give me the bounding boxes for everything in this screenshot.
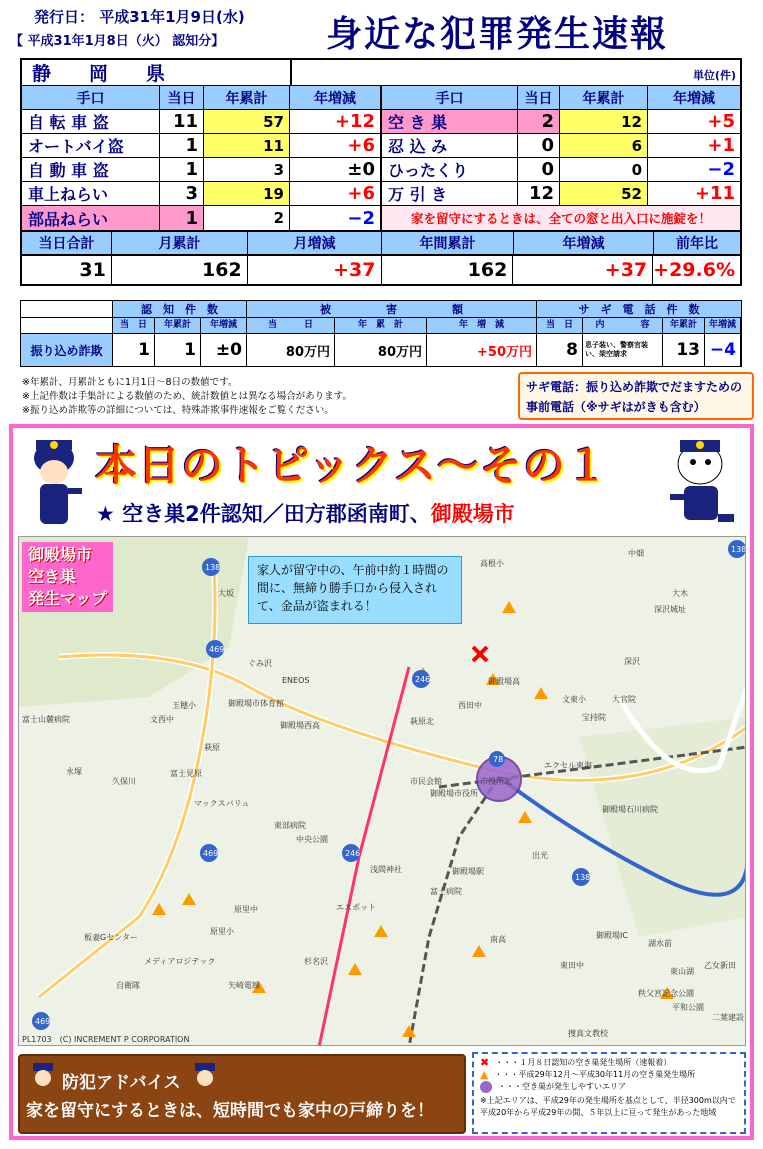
diff-value: +1 <box>707 135 735 156</box>
note-line: ※上記件数は手集計による数値のため、統計数値とは異なる場合があります。 <box>22 391 352 402</box>
stats-row <box>22 110 740 134</box>
sagi-value: −4 <box>705 334 741 366</box>
today-value: 1 <box>160 158 204 181</box>
legend-circle-text: ・・・空き巣が発生しやすいエリア <box>498 1082 626 1091</box>
col-today-right: 当日 <box>518 86 560 109</box>
total-value: 162 <box>382 256 514 284</box>
x-mark-icon: ✖ <box>480 1056 490 1069</box>
map-place-label: 西田中 <box>458 701 482 710</box>
today-value: 12 <box>518 182 560 205</box>
map-place-label: 文西中 <box>150 715 174 724</box>
map-place-label: 乙女新田 <box>704 961 736 970</box>
today-value: 0 <box>518 158 560 181</box>
sagi-h-denwa: サ ギ 電 話 件 数 <box>537 301 741 317</box>
stats-row <box>22 134 740 158</box>
total-header: 年増減 <box>514 232 654 254</box>
subtitle-city: 御殿場市 <box>430 502 515 526</box>
method-label: 自 転 車 盗 <box>22 110 160 133</box>
legend-x-text: ・・・１月８日認知の空き巣発生場所（速報着） <box>495 1058 672 1067</box>
notes <box>22 376 352 418</box>
map-place-label: 御殿場石川病院 <box>602 805 658 814</box>
recognized-date: 【 平成31年1月8日（火） 認知分】 <box>10 34 225 49</box>
method-label: 万 引 き <box>382 182 518 205</box>
sagi-value: 1 <box>155 334 201 366</box>
map-place-label: 湖水前 <box>648 939 672 948</box>
sagi-value: ±0 <box>201 334 247 366</box>
yearly-value: 19 <box>204 182 290 205</box>
yearly-value: 12 <box>560 110 648 133</box>
diff-value: +5 <box>707 111 735 132</box>
map-place-label: 大官院 <box>612 695 636 704</box>
note-line: ※振り込め詐欺等の詳細については、特殊詐欺事件速報をご覧ください。 <box>22 405 334 416</box>
sagi-value: 80万円 <box>247 334 335 366</box>
map-place-label: 二葉建設 <box>712 1013 744 1022</box>
method-label: オートバイ盗 <box>22 134 160 157</box>
sagi-call-note: サギ電話：振り込め詐欺でだますための事前電話（※サギはがきも含む） <box>518 372 754 420</box>
map-label-line: 空き巣 <box>28 567 77 586</box>
method-label: 忍 込 み <box>382 134 518 157</box>
sagi-value: 80万円 <box>335 334 427 366</box>
total-value: 162 <box>112 256 248 284</box>
police-mascot-small-icon <box>190 1060 220 1090</box>
svg-text:138: 138 <box>731 545 747 554</box>
total-header: 月増減 <box>248 232 382 254</box>
map-place-label: 御殿場市役所 <box>430 789 478 798</box>
diff-value: +6 <box>290 182 382 205</box>
map-place-label: 宝持院 <box>582 713 606 722</box>
yearly-value: 2 <box>204 206 290 230</box>
advice-box <box>18 1054 466 1134</box>
map-legend <box>472 1052 746 1134</box>
sagi-subheader: 年増減 <box>705 318 741 333</box>
map-label <box>22 542 113 612</box>
police-dog-mascot-icon <box>660 430 740 534</box>
map-place-label: 御殿場西高 <box>280 721 320 730</box>
sagi-h-ninchi: 認 知 件 数 <box>113 301 247 317</box>
sagi-subheader: 年増減 <box>201 318 247 333</box>
sagi-value: +50万円 <box>427 334 537 366</box>
method-label: 空 き 巣 <box>382 110 518 133</box>
svg-text:469: 469 <box>35 1017 51 1026</box>
sagi-subheader: 当 日 <box>113 318 155 333</box>
legend-triangle <box>480 1069 738 1081</box>
sagi-subheader: 年 増 減 <box>427 318 537 333</box>
map-place-label: 御殿場市体育館 <box>228 699 284 708</box>
total-header: 月累計 <box>112 232 248 254</box>
col-diff-right: 年増減 <box>648 86 740 109</box>
svg-text:469: 469 <box>203 849 219 858</box>
prefecture-label: 静 岡 県 <box>22 60 292 85</box>
map-place-label: 矢崎電線 <box>228 981 260 990</box>
map-place-label: 東田中 <box>560 961 584 970</box>
sagi-subheader: 当 日 <box>537 318 583 333</box>
map-place-label: 萩原北 <box>410 717 434 726</box>
subtitle-text: ★ 空き巣2件認知／田方郡函南町、 <box>96 502 431 526</box>
map-place-label: 富士病院 <box>430 887 462 896</box>
col-method-left: 手口 <box>22 86 160 109</box>
today-value: 0 <box>518 134 560 157</box>
col-method-right: 手口 <box>382 86 518 109</box>
map-place-label: 御殿場高 <box>488 677 520 686</box>
unit-label: 単位(件) <box>692 69 736 82</box>
svg-text:138: 138 <box>575 873 591 882</box>
svg-text:138: 138 <box>205 563 221 572</box>
legend-tri-text: ・・・平成29年12月～平成30年11月の空き巣発生場所 <box>494 1070 696 1079</box>
svg-text:246: 246 <box>345 849 361 858</box>
map-place-label: 萩原 <box>204 743 220 752</box>
yearly-value: 3 <box>204 158 290 181</box>
diff-value: ±0 <box>290 158 382 181</box>
sagi-row-label: 振り込め詐欺 <box>21 334 113 366</box>
map-place-label: 南高 <box>490 935 506 944</box>
map-place-label: 文東小 <box>562 695 586 704</box>
sagi-subheader: 年累計 <box>663 318 705 333</box>
yearly-value: 6 <box>560 134 648 157</box>
total-value: +29.6% <box>653 259 735 281</box>
map-place-label: 市役所北 <box>480 777 512 786</box>
map-place-label: エスポット <box>336 903 376 912</box>
method-label: ひったくり <box>382 158 518 181</box>
col-today-left: 当日 <box>160 86 204 109</box>
map-place-label: 富士見原 <box>170 769 202 778</box>
map-place-label: 出光 <box>532 851 548 860</box>
advice-title: 防犯アドバイス <box>62 1073 181 1093</box>
legend-x <box>480 1057 738 1069</box>
map-place-label: 板妻Gセンター <box>84 933 138 942</box>
map-place-label: 大木 <box>672 589 688 598</box>
map-place-label: 大坂 <box>218 589 234 598</box>
col-diff-left: 年増減 <box>290 86 382 109</box>
total-value: +37 <box>513 256 653 284</box>
yearly-value: 0 <box>560 158 648 181</box>
diff-value: +6 <box>290 134 382 157</box>
police-mascot-left-icon <box>14 428 92 532</box>
map-place-label: 秩父宮記念公園 <box>638 989 694 998</box>
map-place-label: 市民会館 <box>410 777 442 786</box>
map-place-label: マックスバリュ <box>194 799 250 808</box>
method-label: 部品ねらい <box>22 206 160 230</box>
map-place-label: 深沢城址 <box>654 605 686 614</box>
page-title: 身近な犯罪発生速報 <box>326 14 669 55</box>
map-place-label: 深沢 <box>624 657 640 666</box>
map-place-label: 御殿場IC <box>596 931 628 940</box>
map-place-label: ぐみ沢 <box>248 659 272 668</box>
svg-text:469: 469 <box>209 645 225 654</box>
issue-date: 発行日： 平成31年1月9日(水) <box>34 8 245 26</box>
topic-title: 本日のトピックス～その１ <box>95 441 609 490</box>
diff-value: −2 <box>707 159 735 180</box>
map-place-label: 原里中 <box>234 905 258 914</box>
col-yearly-left: 年累計 <box>204 86 290 109</box>
map-place-label: 中畑 <box>628 549 644 558</box>
map-place-label: 久保川 <box>112 777 136 786</box>
map-place-label: エクセル東海 <box>544 761 592 770</box>
sagi-subheader: 内 容 <box>583 318 663 333</box>
sagi-subheader: 年 累 計 <box>335 318 427 333</box>
total-value: +37 <box>248 256 382 284</box>
warning-text: 家を留守にするときは、全ての窓と出入口に施錠を！ <box>382 206 740 230</box>
total-header: 当日合計 <box>22 232 112 254</box>
map-place-label: 玉穂小 <box>172 701 196 710</box>
map-place-label: 捜真文教校 <box>568 1029 608 1038</box>
stats-row <box>22 182 740 206</box>
yearly-value: 57 <box>204 110 290 133</box>
total-header: 年間累計 <box>382 232 514 254</box>
map-place-label: 中央公園 <box>296 835 328 844</box>
map-place-label: メディアロジテック <box>144 957 216 966</box>
svg-text:78: 78 <box>493 755 504 764</box>
note-line: ※年累計、月累計ともに1月1日～8日の数値です。 <box>22 377 238 388</box>
map-place-label: 浅間神社 <box>370 865 402 874</box>
total-value: 31 <box>22 256 112 284</box>
map-place-label: ENEOS <box>282 676 310 685</box>
map-place-label: 自衛隊 <box>116 981 140 990</box>
today-value: 3 <box>160 182 204 205</box>
sagi-value: 8 <box>537 334 583 366</box>
legend-note: ※上記エリアは、平成29年の発生場所を基点として、半径300m以内で平成20年から平成29年の間、５年以上に亘って発生があった地域 <box>480 1096 736 1117</box>
diff-value: +11 <box>694 183 735 204</box>
map-label-line: 発生マップ <box>28 589 108 608</box>
legend-circle <box>480 1081 738 1093</box>
diff-value: +12 <box>290 110 382 133</box>
sagi-h-higai: 被 害 額 <box>247 301 537 317</box>
today-value: 2 <box>518 110 560 133</box>
col-yearly-right: 年累計 <box>560 86 648 109</box>
today-value: 1 <box>160 206 204 230</box>
sagi-subheader: 当 日 <box>247 318 335 333</box>
map-place-label: 杉名沢 <box>304 957 328 966</box>
circle-icon <box>480 1081 492 1093</box>
fraud-table <box>20 300 742 367</box>
map-place-label: 高根小 <box>480 559 504 568</box>
map-place-label: 富士山麓病院 <box>22 715 70 724</box>
stats-row <box>22 158 740 182</box>
sagi-subheader: 年累計 <box>155 318 201 333</box>
advice-text: 家を留守にするときは、短時間でも家中の戸締りを！ <box>26 1101 434 1121</box>
map-place-label: 東山湖 <box>670 967 694 976</box>
method-label: 車上ねらい <box>22 182 160 205</box>
stats-row <box>22 206 740 230</box>
map-place-label: 東部病院 <box>274 821 306 830</box>
map-copyright: PL1703 (C) INCREMENT P CORPORATION <box>22 1035 190 1044</box>
map-place-label: 永塚 <box>66 767 82 776</box>
sagi-value: 1 <box>113 334 155 366</box>
triangle-icon: ▲ <box>480 1068 489 1081</box>
topic-subtitle <box>96 498 515 528</box>
map-place-label: 御殿場駅 <box>452 867 484 876</box>
total-header: 前年比 <box>654 232 740 254</box>
yearly-value: 11 <box>204 134 290 157</box>
svg-text:246: 246 <box>415 675 431 684</box>
sagi-value: 息子装い、警察官装い、架空請求 <box>583 334 663 366</box>
map-place-label: 平和公園 <box>672 1003 704 1012</box>
today-value: 11 <box>160 110 204 133</box>
method-label: 自 動 車 盗 <box>22 158 160 181</box>
map-place-label: 原里小 <box>210 927 234 936</box>
crime-stats-table <box>20 58 742 286</box>
police-mascot-small-icon <box>28 1060 58 1090</box>
sagi-value: 13 <box>663 334 705 366</box>
diff-value: −2 <box>290 206 382 230</box>
map-label-line: 御殿場市 <box>28 545 93 564</box>
yearly-value: 52 <box>560 182 648 205</box>
today-value: 1 <box>160 134 204 157</box>
incident-bubble: 家人が留守中の、午前中約１時間の間に、無締り勝手口から侵入されて、金品が盗まれる！ <box>248 556 462 624</box>
